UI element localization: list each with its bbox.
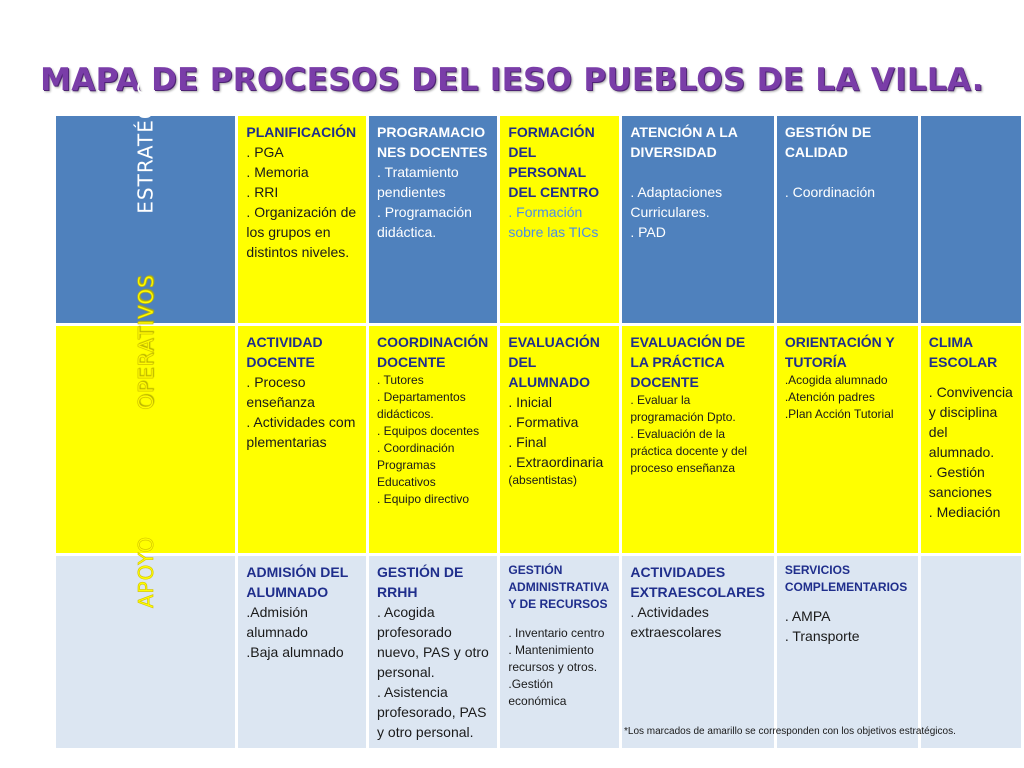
- cell-admision-alumnado: ADMISIÓN DEL ALUMNADO .Admisión alumnado .Baja alumnado: [238, 556, 366, 748]
- cell-empty-apoyo: [921, 556, 1021, 748]
- footnote: *Los marcados de amarillo se corresponden con los objetivos estratégicos.: [624, 726, 956, 737]
- cell-actividad-docente: ACTIVIDAD DOCENTE . Proceso enseñanza . Actividades complementarias: [238, 326, 366, 553]
- cell-programaciones-docentes: PROGRAMACIONES DOCENTES . Tratamiento pendientes . Programación didáctica.: [369, 116, 497, 323]
- cell-evaluacion-alumnado: EVALUACIÓN DEL ALUMNADO . Inicial . Formativa . Final . Extraordinaria (absentistas): [500, 326, 619, 553]
- cell-formacion-personal: FORMACIÓN DEL PERSONAL DEL CENTRO . Formación sobre las TICs: [500, 116, 619, 323]
- cell-gestion-administrativa: GESTIÓN ADMINISTRATIVA Y DE RECURSOS . Inventario centro . Mantenimiento recursos y otros. .Gestión económica: [500, 556, 619, 748]
- cell-gestion-rrhh: GESTIÓN DE RRHH . Acogida profesorado nuevo, PAS y otro personal. . Asistencia profesorado, PAS y otro personal.: [369, 556, 497, 748]
- cell-empty-estrategicos: [921, 116, 1021, 323]
- row-operativos: [56, 326, 1021, 553]
- row-header-apoyo: APOYO: [56, 556, 235, 748]
- cell-gestion-calidad: GESTIÓN DE CALIDAD . Coordinación: [777, 116, 918, 323]
- cell-coordinacion-docente: COORDINACIÓN DOCENTE . Tutores . Departamentos didácticos. . Equipos docentes . Coordinación Programas Educativos . Equipo directivo: [369, 326, 497, 553]
- row-estrategicos: [56, 116, 1021, 323]
- cell-planificacion: PLANIFICACIÓN . PGA . Memoria . RRI . Organización de los grupos en distintos niveles.: [238, 116, 366, 323]
- page-title: MAPA DE PROCESOS DEL IESO PUEBLOS DE LA VILLA.: [40, 62, 984, 98]
- cell-evaluacion-practica: EVALUACIÓN DE LA PRÁCTICA DOCENTE . Evaluar la programación Dpto. . Evaluación de la práctica docente y del proceso enseñanza: [622, 326, 773, 553]
- row-apoyo: [56, 556, 1021, 748]
- cell-servicios-complementarios: SERVICIOS COMPLEMENTARIOS . AMPA . Transporte: [777, 556, 918, 748]
- cell-clima-escolar: CLIMA ESCOLAR . Convivencia y disciplina del alumnado. . Gestión sanciones . Mediación: [921, 326, 1021, 553]
- cell-atencion-diversidad: ATENCIÓN A LA DIVERSIDAD . Adaptaciones Curriculares. . PAD: [622, 116, 773, 323]
- cell-actividades-extraescolares: ACTIVIDADES EXTRAESCOLARES . Actividades extraescolares: [622, 556, 773, 748]
- row-header-estrategicos: ESTRATÉGICOS: [56, 116, 235, 323]
- cell-orientacion-tutoria: ORIENTACIÓN Y TUTORÍA .Acogida alumnado .Atención padres .Plan Acción Tutorial: [777, 326, 918, 553]
- row-header-operativos: OPERATIVOS: [56, 326, 235, 553]
